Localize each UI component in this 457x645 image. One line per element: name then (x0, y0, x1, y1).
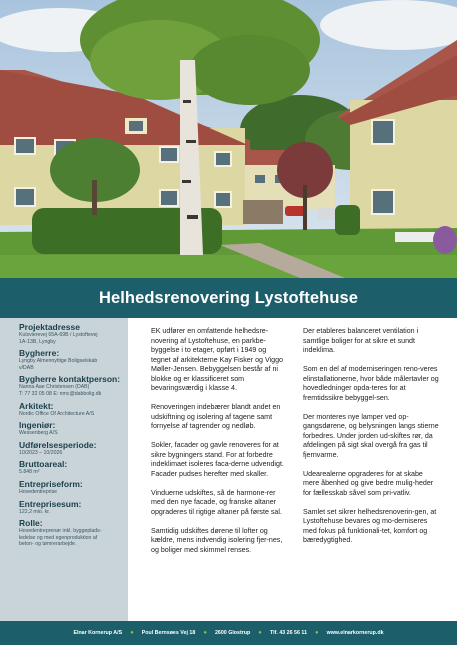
fact-value: Hovedentreprenør inkl. byggeplads- ledelse og med egenproduktion af beton- og tømrerarbejde. (19, 528, 102, 548)
fact-heading: Bygherre kontaktperson: (19, 374, 121, 385)
page-title: Helhedsrenovering Lystoftehuse (98, 288, 359, 307)
footer-city: 2600 Glostrup (214, 630, 251, 636)
body-column-2 (303, 327, 439, 555)
body-paragraph: Som en del af moderniseringen reno-veres elinstallationerne, hvor både målertavler og hovedledninger opda-teres for at fremtidssikre bebyggel-sen. (303, 365, 439, 402)
footer-separator-icon: ● (130, 630, 134, 636)
fact-item (19, 420, 128, 437)
project-facts-sidebar (0, 318, 128, 621)
body-paragraph: Der monteres nye lamper ved op-gangsdørene, og belysningen langs stierne forbedres. Under jorden ud-skiftes rør, da afdelingen på sigt skal overgå fra gas til fjernvarme. (303, 412, 439, 459)
fact-value: Nanna Aae Christensen (DAB) T: 77 32 05 08 E: nmc@dabbolig.dk (19, 384, 102, 397)
fact-item (19, 401, 128, 418)
footer-company: Elnar Kornerup A/S (73, 630, 123, 636)
fact-item (19, 518, 128, 548)
fact-item (19, 374, 128, 397)
body-paragraph: Samlet set sikrer helhedsrenoverin-gen, at Lystoftehuse bevares og mo-derniseres med fokus på funktionali-tet, komfort og bæredygtighed. (303, 507, 437, 544)
fact-heading: Udførelsesperiode: (19, 439, 97, 450)
footer-separator-icon: ● (315, 630, 319, 636)
fact-heading: Arkitekt: (19, 400, 54, 411)
fact-item (19, 348, 128, 371)
fact-heading: Entrepriseform: (19, 478, 83, 489)
housing-photo (0, 0, 457, 278)
body-paragraph: Renoveringen indebærer blandt andet en udskiftning og isolering af tagene samt fornyelse af tagrender og nedløb. (151, 403, 281, 430)
fact-item (19, 322, 128, 345)
body-paragraph: Der etableres balanceret ventilation i samtlige boliger for at sikre et sundt indeklima. (303, 327, 419, 354)
footer-separator-icon: ● (203, 630, 207, 636)
fact-value: 5.848 m² (19, 469, 40, 476)
fact-heading: Ingeniør: (19, 420, 56, 431)
fact-value: Nordic Office Of Architecture A/S (19, 410, 95, 417)
fact-value: Wessenberg A/S (19, 430, 58, 437)
body-paragraph: Vinduerne udskiftes, så de harmone-rer med den nye facade, og franske altaner opgraderes til rigtige altaner på første sal. (151, 488, 282, 516)
body-paragraph: Udearealerne opgraderes for at skabe mere åbenhed og give bedre mulig-heder for fællesskab såvel som pri-vatliv. (303, 469, 434, 497)
fact-heading: Bruttoareal: (19, 459, 68, 470)
footer (0, 621, 457, 645)
fact-value: Hovedentreprise (19, 488, 58, 495)
body-paragraph: Sokler, facader og gavle renoveres for at sikre bygningers stand. For at forbedre indeklimaet isoleres faca-derne udvendigt. Facader pudses herefter med skaller. (151, 441, 284, 478)
fact-value: 10/2023 – 10/2026 (19, 449, 63, 456)
footer-phone: Tlf. 43 26 56 11 (269, 630, 308, 636)
fact-heading: Projektadresse (19, 322, 80, 332)
body-paragraph: EK udfører en omfattende helhedsre-novering af Lystoftehuse, en parkbe-byggelse i to etager, opført i 1949 og tegnet af arkitekterne Kay Fisker og Viggo Møller-Jensen. Bebyggelsen består af ni blokke og er klassificeret som bevaringsværdig i klasse 4. (151, 327, 283, 392)
footer-website[interactable]: www.elnarkornerup.dk (326, 630, 384, 636)
fact-value: Lyngby Almennyttige Boligselskab v/DAB (19, 358, 98, 371)
fact-value: Kulsvierevej 65A-69B / Lystoftevej 1A-13B, Lyngby (19, 332, 98, 345)
fact-item (19, 499, 128, 516)
body-column-1 (151, 327, 287, 565)
fact-heading: Rolle: (19, 518, 43, 529)
fact-item (19, 459, 128, 476)
fact-item (19, 479, 128, 496)
footer-street: Poul Bernsøes Vej 18 (141, 630, 196, 636)
fact-value: 122,2 mio. kr. (19, 508, 51, 515)
footer-separator-icon: ● (258, 630, 262, 636)
hero-photo (0, 0, 457, 278)
fact-heading: Entreprisesum: (19, 498, 82, 509)
body-paragraph: Samtidig udskiftes dørene til lofter og kældre, mens indvendig isolering fjer-nes, og boliger med skimmel renses. (151, 526, 283, 554)
fact-item (19, 440, 128, 457)
fact-heading: Bygherre: (19, 348, 60, 359)
title-bar (0, 278, 457, 318)
